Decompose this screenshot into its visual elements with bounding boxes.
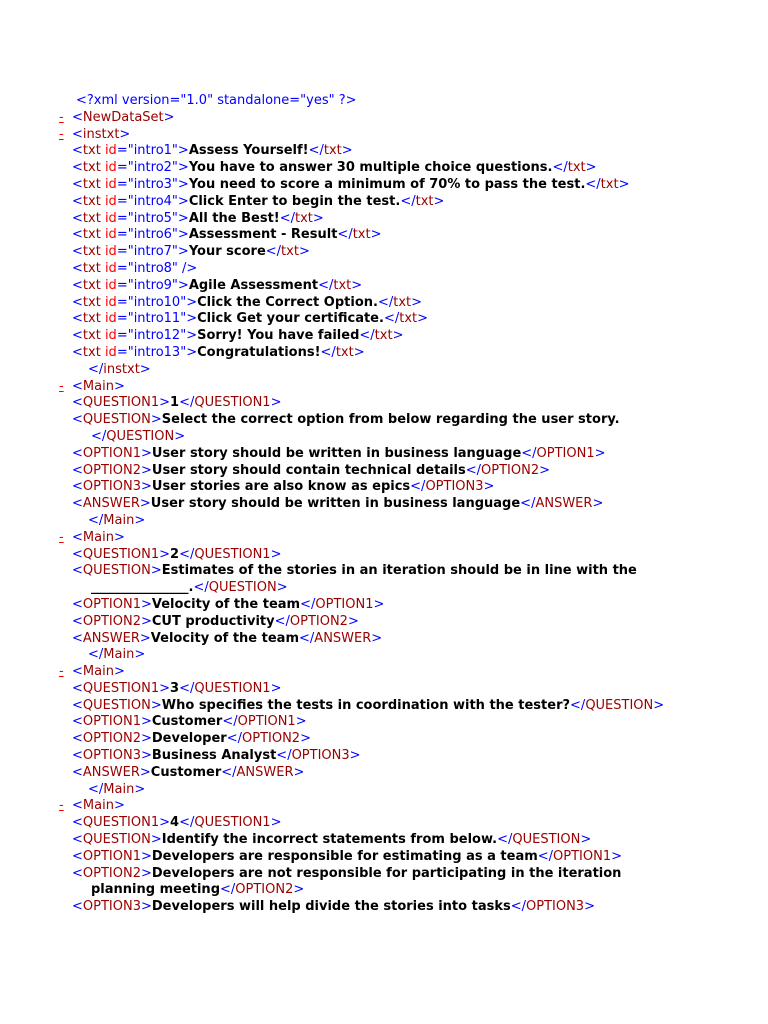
field-line: <QUESTION>Identify the incorrect statements from below.</QUESTION> (72, 832, 592, 848)
txt-value: Sorry! You have failed (197, 328, 360, 344)
tag-name: txt (323, 143, 342, 159)
attr-value: intro6 (133, 227, 172, 243)
tag-name: QUESTION1 (194, 546, 271, 562)
tag-name: QUESTION1 (194, 680, 271, 696)
tag-name: Main (82, 378, 114, 394)
tag-name: QUESTION (82, 832, 151, 848)
tag-name: OPTION1 (82, 445, 141, 461)
tag-name: txt (82, 328, 101, 344)
tag-name: txt (82, 210, 101, 226)
main-close-line: </Main> (88, 781, 146, 797)
txt-line: <txt id="intro8" /> (72, 260, 198, 276)
attr-value: intro13 (133, 344, 181, 360)
field-line: <QUESTION1>4</QUESTION1> (72, 815, 282, 831)
tag-name: OPTION1 (82, 714, 141, 730)
txt-value: Click the Correct Option. (197, 294, 378, 310)
txt-value: Click Get your certificate. (197, 311, 384, 327)
attr-name: id (104, 260, 117, 276)
txt-line: <txt id="intro7">Your score</txt> (72, 244, 310, 260)
tag-name: txt (82, 143, 101, 159)
tag-name: OPTION3 (526, 899, 585, 915)
field-line: <QUESTION1>2</QUESTION1> (72, 546, 282, 562)
field-value: User story should be written in business language (151, 445, 522, 461)
main-open-line: - <Main> (59, 529, 125, 545)
attr-name: id (104, 160, 117, 176)
field-line: <OPTION1>User story should be written in business language</OPTION1> (72, 445, 606, 461)
txt-value: Click Enter to begin the test. (188, 193, 401, 209)
tag-name: QUESTION1 (194, 815, 271, 831)
field-value: Velocity of the team (151, 596, 301, 612)
attr-name: id (104, 277, 117, 293)
tag-name: txt (393, 294, 412, 310)
field-line: <OPTION1>Developers are responsible for estimating as a team</OPTION1> (72, 848, 623, 864)
tag-name: txt (352, 227, 371, 243)
tag-name: txt (567, 160, 586, 176)
attr-value: intro3 (133, 176, 172, 192)
field-line-continued: planning meeting</OPTION2> (91, 882, 305, 898)
root-open-line: - <NewDataSet> (59, 109, 175, 125)
attr-name: id (104, 193, 117, 209)
attr-value: intro7 (133, 244, 172, 260)
instxt-open-line: - <instxt> (59, 126, 131, 142)
tag-name: QUESTION1 (82, 680, 160, 696)
tag-name: instxt (82, 126, 120, 142)
txt-line: <txt id="intro11">Click Get your certificate.</txt> (72, 311, 429, 327)
txt-value: Assess Yourself! (188, 143, 309, 159)
tag-name: ANSWER (82, 764, 140, 780)
field-line: <QUESTION1>1</QUESTION1> (72, 395, 282, 411)
attr-name: id (104, 311, 117, 327)
field-line: <OPTION2>CUT productivity</OPTION2> (72, 613, 359, 629)
attr-value: intro12 (133, 328, 181, 344)
tag-name: txt (82, 344, 101, 360)
field-line: <OPTION3>User stories are also know as epics</OPTION3> (72, 479, 495, 495)
tag-name: txt (600, 176, 619, 192)
tag-name: ANSWER (535, 496, 593, 512)
tag-name: OPTION2 (82, 462, 141, 478)
xml-declaration: <?xml version="1.0" standalone="yes" ?> (76, 93, 357, 108)
tag-name: OPTION3 (82, 479, 141, 495)
field-line: <ANSWER>User story should be written in business language</ANSWER> (72, 496, 604, 512)
tag-name: OPTION3 (82, 748, 141, 764)
field-value-continued: _______________. (91, 580, 194, 596)
tag-name: txt (415, 193, 434, 209)
tag-name: txt (82, 294, 101, 310)
attr-value: intro2 (133, 160, 172, 176)
field-line-continued: </QUESTION> (91, 428, 186, 444)
field-line: <QUESTION>Who specifies the tests in coordination with the tester?</QUESTION> (72, 697, 665, 713)
declaration-target: xml (93, 93, 118, 108)
tag-name: ANSWER (236, 764, 294, 780)
attr-value: intro1 (133, 143, 172, 159)
field-value: Developers are responsible for estimating as a team (151, 848, 538, 864)
tag-name: QUESTION (82, 697, 151, 713)
txt-line: <txt id="intro4">Click Enter to begin the test.</txt> (72, 193, 445, 209)
tag-name: Main (82, 529, 114, 545)
collapse-toggle[interactable]: - (59, 378, 64, 394)
tag-name: QUESTION (106, 428, 175, 444)
main-close-line: </Main> (88, 512, 146, 528)
txt-value: You need to score a minimum of 70% to pass the test. (188, 176, 586, 192)
field-line: <QUESTION>Select the correct option from below regarding the user story. (72, 412, 620, 428)
field-line: <ANSWER>Customer</ANSWER> (72, 764, 305, 780)
attr-value: intro9 (133, 277, 172, 293)
tag-name: txt (281, 244, 299, 260)
txt-value: Congratulations! (197, 344, 321, 360)
collapse-toggle[interactable]: - (59, 126, 64, 142)
tag-name: OPTION3 (291, 748, 350, 764)
attr-name: id (104, 244, 117, 260)
txt-line: <txt id="intro10">Click the Correct Option.</txt> (72, 294, 423, 310)
txt-line: <txt id="intro1">Assess Yourself!</txt> (72, 143, 353, 159)
attr-value: intro8 (133, 260, 172, 276)
tag-name: OPTION1 (82, 848, 141, 864)
field-line: <OPTION2>User story should contain technical details</OPTION2> (72, 462, 551, 478)
attr-name: id (104, 344, 117, 360)
tag-name: txt (399, 311, 418, 327)
attr-name: id (104, 143, 117, 159)
tag-name: Main (103, 647, 135, 663)
attr-name: id (104, 176, 117, 192)
attr-value: intro10 (133, 294, 181, 310)
tag-name: OPTION2 (235, 882, 294, 898)
tag-name: OPTION1 (237, 714, 296, 730)
attr-value: intro11 (133, 311, 181, 327)
instxt-close-line: </instxt> (88, 361, 151, 377)
field-value: User story should contain technical details (151, 462, 466, 478)
txt-value: Assessment - Result (188, 227, 338, 243)
tag-name: txt (82, 244, 101, 260)
field-value: Customer (151, 714, 223, 730)
field-value: Business Analyst (151, 748, 277, 764)
tag-name: OPTION2 (481, 462, 540, 478)
field-value: 3 (170, 680, 180, 696)
tag-name: ANSWER (314, 630, 372, 646)
tag-name: QUESTION1 (82, 395, 160, 411)
field-line: <OPTION2>Developers are not responsible for participating in the iteration (72, 865, 622, 881)
txt-value: Your score (188, 244, 266, 260)
field-value: User stories are also know as epics (151, 479, 411, 495)
field-value-continued: planning meeting (91, 882, 220, 898)
tag-name: txt (82, 176, 101, 192)
field-value: Developer (151, 731, 227, 747)
tag-name: txt (82, 227, 101, 243)
tag-name: QUESTION1 (82, 546, 160, 562)
collapse-toggle[interactable]: - (59, 529, 64, 545)
xml-tree-view (0, 93, 768, 916)
declaration-standalone: yes (306, 93, 329, 108)
field-value: Developers will help divide the stories into tasks (151, 899, 511, 915)
tag-name: txt (82, 277, 101, 293)
tag-name: OPTION2 (82, 731, 141, 747)
tag-name: txt (333, 277, 352, 293)
tag-name: QUESTION (82, 563, 151, 579)
declaration-version: 1.0 (186, 93, 208, 108)
tag-name: Main (103, 781, 135, 797)
tag-name: OPTION2 (289, 613, 348, 629)
field-value: 1 (170, 395, 180, 411)
tag-name: txt (335, 344, 354, 360)
tag-name: OPTION1 (82, 596, 141, 612)
attr-value: intro4 (133, 193, 172, 209)
collapse-toggle[interactable]: - (59, 798, 64, 814)
tag-name: OPTION3 (82, 899, 141, 915)
tag-name: txt (374, 328, 393, 344)
tag-name: OPTION1 (315, 596, 374, 612)
field-line: <ANSWER>Velocity of the team</ANSWER> (72, 630, 383, 646)
attr-name: id (104, 210, 117, 226)
attr-name: id (104, 328, 117, 344)
txt-line: <txt id="intro5">All the Best!</txt> (72, 210, 324, 226)
field-line-continued: _______________.</QUESTION> (91, 580, 288, 596)
attr-name: id (104, 227, 117, 243)
txt-value: You have to answer 30 multiple choice questions. (188, 160, 553, 176)
field-line: <OPTION1>Velocity of the team</OPTION1> (72, 596, 385, 612)
field-value: CUT productivity (151, 613, 275, 629)
tag-name: QUESTION (82, 412, 151, 428)
collapse-toggle[interactable]: - (59, 664, 64, 680)
attr-value: intro5 (133, 210, 172, 226)
tag-name: txt (82, 193, 101, 209)
field-line: <QUESTION>Estimates of the stories in an iteration should be in line with the (72, 563, 637, 579)
txt-value: Agile Assessment (188, 277, 319, 293)
txt-line: <txt id="intro13">Congratulations!</txt> (72, 344, 365, 360)
field-value: 4 (170, 815, 180, 831)
tag-name: ANSWER (82, 496, 140, 512)
tag-name: QUESTION1 (194, 395, 271, 411)
tag-name: ANSWER (82, 630, 140, 646)
txt-line: <txt id="intro12">Sorry! You have failed</txt> (72, 328, 404, 344)
tag-name: txt (82, 260, 101, 276)
field-value: Velocity of the team (150, 630, 300, 646)
field-value: Select the correct option from below regarding the user story. (161, 412, 620, 428)
field-line: <OPTION3>Business Analyst</OPTION3> (72, 748, 361, 764)
tag-name: OPTION1 (536, 445, 595, 461)
txt-line: <txt id="intro6">Assessment - Result</txt> (72, 227, 382, 243)
txt-line: <txt id="intro9">Agile Assessment</txt> (72, 277, 363, 293)
tag-name: NewDataSet (82, 109, 164, 125)
tag-name: QUESTION (585, 697, 654, 713)
tag-name: OPTION2 (242, 731, 301, 747)
main-open-line: - <Main> (59, 378, 125, 394)
field-value: Identify the incorrect statements from below. (161, 832, 498, 848)
tag-name: OPTION2 (82, 865, 141, 881)
main-open-line: - <Main> (59, 664, 125, 680)
field-line: <OPTION2>Developer</OPTION2> (72, 731, 311, 747)
tag-name: txt (82, 311, 101, 327)
tag-name: Main (82, 798, 114, 814)
tag-name: QUESTION (208, 580, 277, 596)
field-value: User story should be written in business language (150, 496, 521, 512)
tag-name: OPTION3 (425, 479, 484, 495)
field-line: <OPTION3>Developers will help divide the stories into tasks</OPTION3> (72, 899, 595, 915)
field-line: <QUESTION1>3</QUESTION1> (72, 680, 282, 696)
tag-name: txt (82, 160, 101, 176)
tag-name: instxt (103, 361, 140, 377)
txt-value: All the Best! (188, 210, 280, 226)
field-line: <OPTION1>Customer</OPTION1> (72, 714, 307, 730)
collapse-toggle[interactable]: - (59, 109, 64, 125)
field-value: Customer (150, 764, 222, 780)
field-value: Developers are not responsible for participating in the iteration (151, 865, 622, 881)
tag-name: OPTION2 (82, 613, 141, 629)
attr-name: id (104, 294, 117, 310)
txt-line: <txt id="intro3">You need to score a minimum of 70% to pass the test.</txt> (72, 176, 630, 192)
tag-name: Main (82, 664, 114, 680)
tag-name: Main (103, 512, 135, 528)
tag-name: QUESTION (512, 832, 581, 848)
tag-name: txt (295, 210, 313, 226)
main-close-line: </Main> (88, 647, 146, 663)
field-value: 2 (170, 546, 180, 562)
tag-name: QUESTION1 (82, 815, 160, 831)
main-open-line: - <Main> (59, 798, 125, 814)
txt-line: <txt id="intro2">You have to answer 30 multiple choice questions.</txt> (72, 160, 597, 176)
field-value: Estimates of the stories in an iteration should be in line with the (161, 563, 637, 579)
tag-name: OPTION1 (553, 848, 612, 864)
field-value: Who specifies the tests in coordination with the tester? (161, 697, 571, 713)
